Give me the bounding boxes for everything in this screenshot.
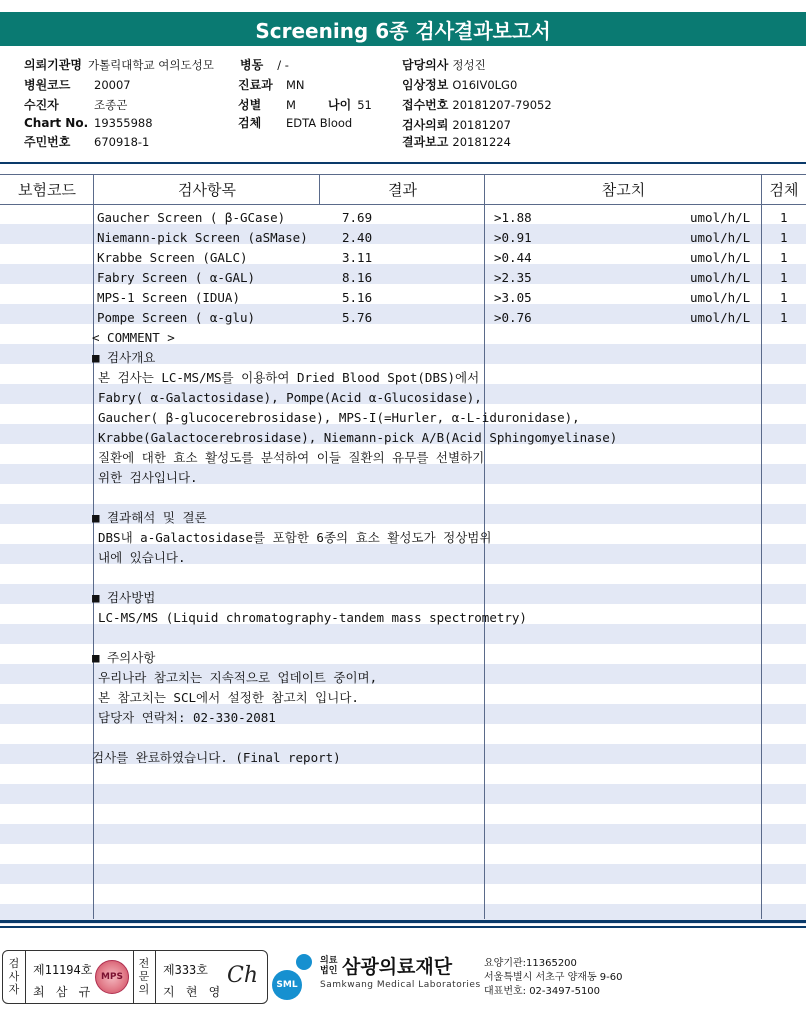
report-label: 결과보고	[402, 135, 449, 149]
age-value: 51	[357, 98, 372, 112]
bottom-rule-1	[0, 920, 806, 923]
table-stripe	[0, 804, 806, 824]
reference-unit: umol/h/L	[690, 290, 751, 305]
examiner-name: 최 삼 규	[33, 985, 93, 999]
reference-value: >2.35	[494, 270, 532, 285]
age-label: 나이	[328, 98, 352, 112]
result-row	[0, 228, 806, 248]
request-value: 20181207	[452, 118, 511, 132]
test-value: 3.11	[342, 250, 373, 265]
comment-line: 위한 검사입니다.	[98, 470, 198, 485]
test-name: Pompe Screen ( α-glu)	[97, 310, 256, 325]
specialist-name: 지 현 영	[163, 985, 223, 999]
col-result: 결과	[320, 174, 485, 204]
id-value: 670918-1	[94, 135, 150, 149]
table-stripe	[0, 824, 806, 844]
header-bottom-line	[0, 204, 806, 205]
sex-label: 성별	[238, 98, 262, 112]
comment-line: Krabbe(Galactocerebrosidase), Niemann-pick A/B(Acid Sphingomyelinase)	[98, 430, 618, 445]
reference-unit: umol/h/L	[690, 310, 751, 325]
signature-box	[2, 950, 268, 1004]
test-name: MPS-1 Screen (IDUA)	[97, 290, 240, 305]
reference-value: >0.44	[494, 250, 532, 265]
reference-value: >3.05	[494, 290, 532, 305]
table-stripe	[0, 884, 806, 904]
receipt-label: 접수번호	[402, 98, 449, 112]
specimen-count: 1	[780, 310, 788, 325]
doctor-label: 담당의사	[402, 58, 449, 72]
specimen-count: 1	[780, 210, 788, 225]
header-rule	[0, 162, 806, 164]
table-stripe	[0, 784, 806, 804]
specimen-count: 1	[780, 250, 788, 265]
reference-unit: umol/h/L	[690, 250, 751, 265]
org-type-top: 의료	[320, 956, 338, 966]
examiner-license: 제11194호	[33, 963, 93, 977]
test-value: 8.16	[342, 270, 373, 285]
report-value: 20181224	[452, 135, 511, 149]
test-value: 5.16	[342, 290, 373, 305]
section-method-title: ■ 검사방법	[92, 590, 156, 605]
reference-value: >0.91	[494, 230, 532, 245]
specimen-count: 1	[780, 230, 788, 245]
specimen-label: 검체	[238, 116, 262, 130]
final-report-note: 검사를 완료하였습니다. (Final report)	[92, 750, 341, 765]
result-row	[0, 268, 806, 288]
comment-line: 담당자 연락처: 02-330-2081	[98, 710, 276, 725]
comment-line: 내에 있습니다.	[98, 550, 186, 565]
patient-label: 수진자	[24, 98, 59, 112]
test-value: 2.40	[342, 230, 373, 245]
specimen-value: EDTA Blood	[286, 116, 353, 130]
comment-line: Gaucher( β-glucocerebrosidase), MPS-I(=Hurler, α-L-iduronidase),	[98, 410, 580, 425]
care-code: 요양기관:11365200	[484, 958, 577, 969]
org-address: 서울특별시 서초구 양재동 9-60	[484, 972, 623, 983]
sml-logo-icon: SML	[272, 970, 302, 1000]
clin-info-label: 임상정보	[402, 78, 449, 92]
doctor-value: 정성진	[452, 58, 486, 72]
comment-line: 질환에 대한 효소 활성도를 분석하여 이들 질환의 유무를 선별하기	[98, 450, 485, 465]
col-specimen: 검체	[762, 174, 806, 204]
ward-label: 병동	[240, 58, 264, 72]
dept-value: MN	[286, 78, 305, 92]
reference-unit: umol/h/L	[690, 270, 751, 285]
ward-value: / -	[277, 58, 289, 72]
table-stripe	[0, 844, 806, 864]
result-row	[0, 208, 806, 228]
bottom-rule-2	[0, 926, 806, 928]
section-interpretation-title: ■ 결과해석 및 결론	[92, 510, 207, 525]
test-name: Krabbe Screen (GALC)	[97, 250, 248, 265]
table-top-line	[0, 174, 806, 175]
id-label: 주민번호	[24, 135, 71, 149]
comment-line: DBS내 a-Galactosidase를 포함한 6종의 효소 활성도가 정상범위	[98, 530, 492, 545]
section-caution-title: ■ 주의사항	[92, 650, 156, 665]
table-stripe	[0, 864, 806, 884]
org-name: 삼광의료재단	[342, 956, 453, 978]
inst-label: 의뢰기관명	[24, 58, 82, 72]
comment-line: 본 검사는 LC-MS/MS를 이용하여 Dried Blood Spot(DBS)에서	[98, 370, 480, 385]
specimen-count: 1	[780, 290, 788, 305]
reference-value: >1.88	[494, 210, 532, 225]
hosp-code-value: 20007	[94, 78, 131, 92]
divider-2	[319, 174, 320, 204]
col-reference: 참고치	[485, 174, 762, 204]
org-phone: 대표번호: 02-3497-5100	[484, 986, 601, 997]
comment-header: < COMMENT >	[92, 330, 175, 345]
request-label: 검사의뢰	[402, 118, 449, 132]
sex-value: M	[286, 98, 296, 112]
test-value: 5.76	[342, 310, 373, 325]
test-name: Niemann-pick Screen (aSMase)	[97, 230, 308, 245]
clin-info-value: O16IV0LG0	[452, 78, 518, 92]
receipt-value: 20181207-79052	[452, 98, 552, 112]
examiner-label: 검사자	[8, 957, 20, 996]
inst-value: 가톨릭대학교 여의도성모	[87, 58, 214, 72]
test-name: Fabry Screen ( α-GAL)	[97, 270, 256, 285]
result-row	[0, 308, 806, 328]
report-title: Screening 6종 검사결과보고서	[0, 12, 806, 46]
col-test-item: 검사항목	[94, 174, 320, 204]
logo-dot-icon	[296, 954, 312, 970]
comment-line: LC-MS/MS (Liquid chromatography-tandem mass spectrometry)	[98, 610, 527, 625]
footer	[0, 948, 806, 1008]
result-row	[0, 288, 806, 308]
specimen-count: 1	[780, 270, 788, 285]
chart-label: Chart No.	[24, 116, 89, 130]
section-overview-title: ■ 검사개요	[92, 350, 156, 365]
specialist-license: 제333호	[163, 963, 208, 977]
org-english-name: Samkwang Medical Laboratories	[320, 980, 481, 990]
test-value: 7.69	[342, 210, 373, 225]
chart-value: 19355988	[94, 116, 153, 130]
col-insurance-code: 보험코드	[0, 174, 94, 204]
reference-unit: umol/h/L	[690, 210, 751, 225]
test-name: Gaucher Screen ( β-GCase)	[97, 210, 286, 225]
comment-line: 본 참고치는 SCL에서 설정한 참고치 입니다.	[98, 690, 359, 705]
result-row	[0, 248, 806, 268]
comment-line: 우리나라 참고치는 지속적으로 업데이트 중이며,	[98, 670, 378, 685]
examiner-seal-icon: MPS	[95, 960, 129, 994]
specialist-label: 전문의	[138, 957, 150, 996]
org-type	[320, 956, 340, 976]
hosp-code-label: 병원코드	[24, 78, 71, 92]
dept-label: 진료과	[238, 78, 273, 92]
reference-unit: umol/h/L	[690, 230, 751, 245]
org-type-bottom: 법인	[320, 966, 338, 976]
patient-value: 조종곤	[94, 98, 128, 112]
signature-icon: Ch	[227, 963, 259, 988]
comment-line: Fabry( α-Galactosidase), Pompe(Acid α-Glucosidase),	[98, 390, 482, 405]
reference-value: >0.76	[494, 310, 532, 325]
